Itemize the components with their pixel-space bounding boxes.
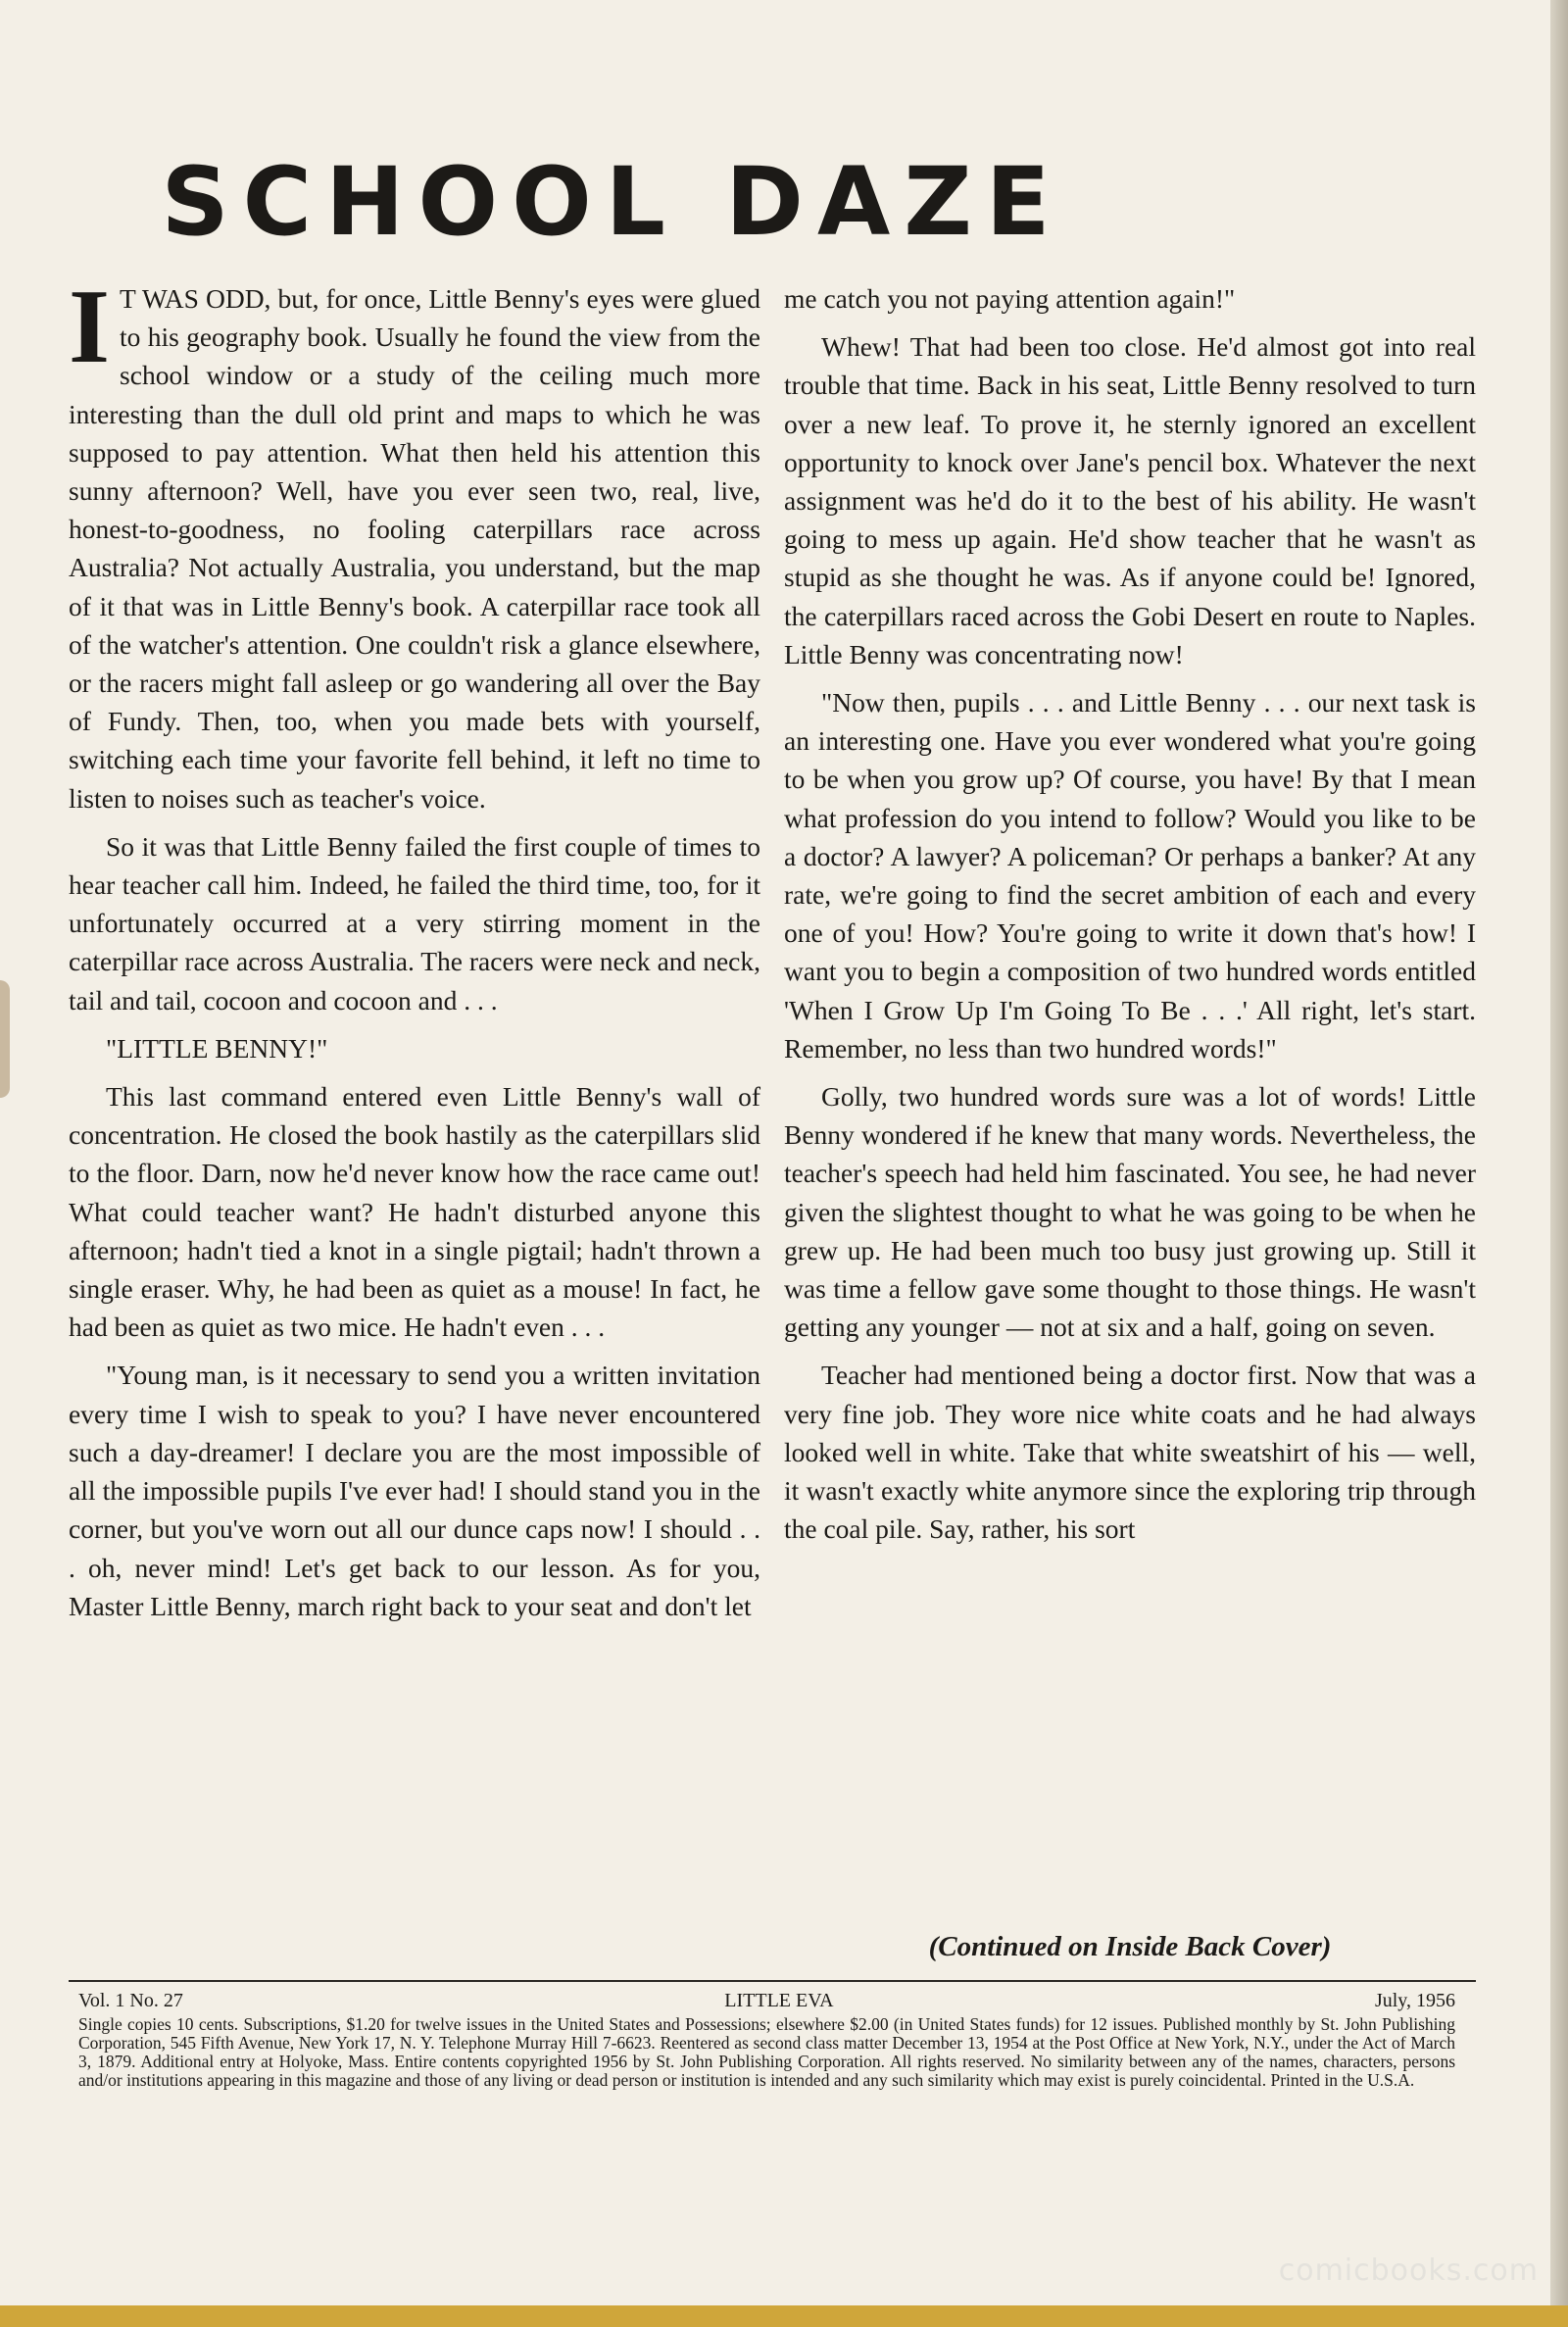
story-paragraph-10: Teacher had mentioned being a doctor first. Now that was a very fine job. They wore nice white coats and he had always looked well in white. Take that white sweatshirt of his — well, it wasn't exactly white anymore since the exploring trip through the coal pile. Say, rather, his sort <box>784 1360 1476 1545</box>
story-paragraph-8: "Now then, pupils . . . and Little Benny . . . our next task is an interesting one. Have you ever wondered what you're going to be when you grow up? Of course, you have! By that I mean what profession do you intend to follow? Would you like to be a doctor? A lawyer? A policeman? Or perhaps a banker? At any rate, we're going to find the secret ambition of each and every one of you! How? You're going to write it down that's how! I want you to begin a composition of two hundred words entitled 'When I Grow Up I'm Going To Be . . .' All right, let's start. Remember, no less than two hundred words!" <box>784 687 1476 1064</box>
story-paragraph-7: Whew! That had been too close. He'd almost got into real trouble that time. Back in his seat, Little Benny resolved to turn over a new leaf. To prove it, he sternly ignored an excellent opportunity to knock over Jane's pencil box. Whatever the next assignment was he'd do it to the best of his ability. He wasn't going to mess up again. He'd show teacher that he wasn't as stupid as she thought he was. As if anyone could be! Ignored, the caterpillars raced across the Gobi Desert en route to Naples. Little Benny was concentrating now! <box>784 331 1476 669</box>
issue-date: July, 1956 <box>1374 1990 1455 2011</box>
paragraph-text: T WAS ODD, but, for once, Little Benny's eyes were glued to his geography book. Usually he found the view from the school window or a study of the ceiling much more interesting than the dull old print and maps to which he was supposed to pay attention. What then held his attention this sunny afternoon? Well, have you ever seen two, real, live, honest-to-goodness, no fooling caterpillars race across Australia? Not actually Australia, you understand, but the map of it that was in Little Benny's book. A caterpillar race took all of the watcher's attention. One couldn't risk a glance elsewhere, or the racers might fall asleep or go wandering all over the Bay of Fundy. Then, too, when you made bets with yourself, switching each time your favorite fell behind, it left no time to listen to noises such as teacher's voice. <box>69 283 760 814</box>
volume-number: Vol. 1 No. 27 <box>78 1990 183 2011</box>
divider-rule <box>69 1980 1476 1982</box>
story-paragraph-4: This last command entered even Little Benny's wall of concentration. He closed the book hastily as the caterpillars slid to the floor. Darn, now he'd never know how the race came out! What could teacher want? He hadn't disturbed anyone this afternoon; hadn't tied a knot in a single pigtail; hadn't thrown a single eraser. Why, he had been as quiet as a mouse! In fact, he had been as quiet as two mice. He hadn't even . . . <box>69 1081 760 1343</box>
page-title: SCHOOL DAZE <box>161 147 1064 257</box>
right-column <box>784 279 1476 1549</box>
magazine-name: LITTLE EVA <box>724 1990 834 2011</box>
story-paragraph-6: me catch you not paying attention again!" <box>784 283 1236 314</box>
page-edge-tab <box>0 980 10 1098</box>
publication-info: Single copies 10 cents. Subscriptions, $1.20 for twelve issues in the United States and Possessions; elsewhere $2.00 (in United States funds) for 12 issues. Published monthly by St. John Publishing Corporation, 545 Fifth Avenue, New York 17, N. Y. Telephone Murray Hill 7-6623. Reentered as second class matter December 13, 1954 at the Post Office at New York, N.Y., under the Act of March 3, 1879. Additional entry at Holyoke, Mass. Entire contents copyrighted 1956 by St. John Publishing Corporation. All rights reserved. No similarity between any of the names, characters, persons and/or institutions appearing in this magazine and those of any living or dead person or institution is intended and any such similarity which may exist is purely coincidental. Printed in the U.S.A. <box>78 2014 1455 2090</box>
story-paragraph-1 <box>69 269 760 817</box>
left-column <box>69 269 760 1625</box>
watermark: comicbooks.com <box>1278 2253 1539 2288</box>
story-paragraph-9: Golly, two hundred words sure was a lot of words! Little Benny wondered if he knew that many words. Nevertheless, the teacher's speech had held him fascinated. You see, he had never given the slightest thought to what he was going to be when he grew up. He had been much too busy just growing up. Still it was time a fellow gave some thought to those things. He wasn't getting any younger — not at six and a half, going on seven. <box>784 1081 1476 1343</box>
story-paragraph-2: So it was that Little Benny failed the first couple of times to hear teacher call him. Indeed, he failed the third time, too, for it unfortunately occurred at a very stirring moment in the caterpillar race across Australia. The racers were neck and neck, tail and tail, cocoon and cocoon and . . . <box>69 830 760 1015</box>
story-paragraph-5: "Young man, is it necessary to send you a written invitation every time I wish to speak to you? I have never encountered such a day-dreamer! I declare you are the most impossible of all the impossible pupils I've ever had! I should stand you in the corner, but you've worn out all our dunce caps now! I should . . . oh, never mind! Let's get back to our lesson. As for you, Master Little Benny, march right back to your seat and don't let <box>69 1360 760 1621</box>
page-edge <box>1550 0 1568 2327</box>
cover-edge <box>0 2305 1568 2327</box>
drop-cap: I <box>69 269 111 385</box>
story-paragraph-3: "LITTLE BENNY!" <box>106 1032 328 1064</box>
continued-note: (Continued on Inside Back Cover) <box>928 1931 1332 1962</box>
publication-header <box>78 1990 1455 2012</box>
